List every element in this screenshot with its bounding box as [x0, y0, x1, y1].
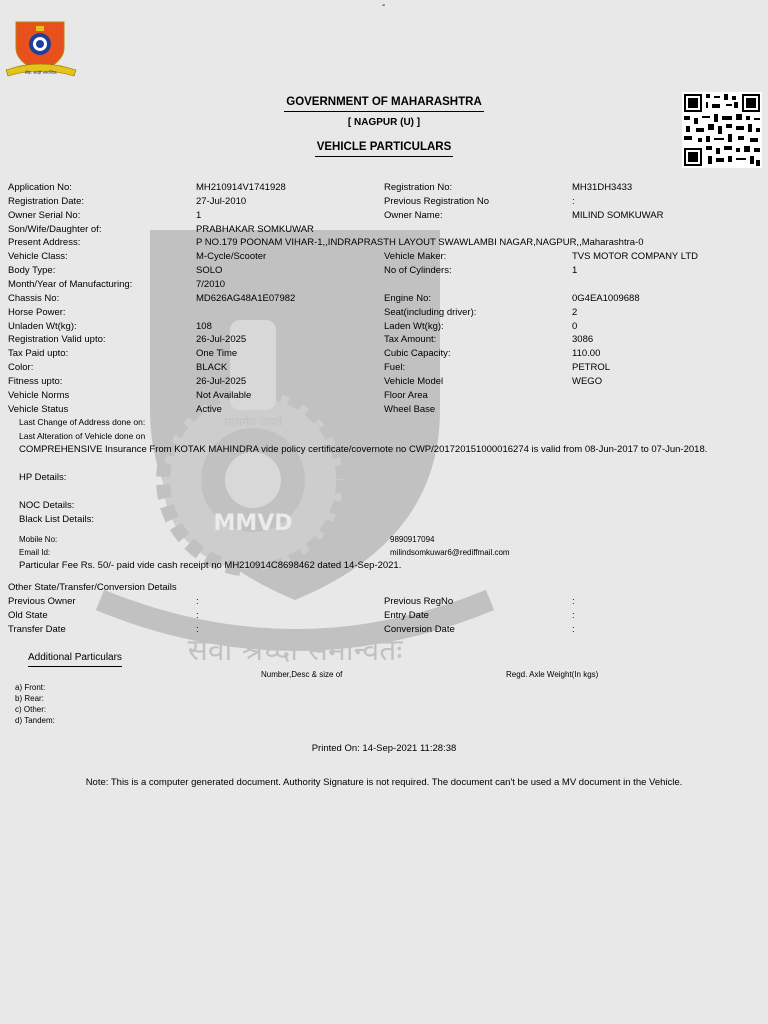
- row-10-value2: 0: [572, 321, 578, 332]
- fee-note: Particular Fee Rs. 50/- paid vide cash receipt no MH210914C8698462 dated 14-Sep-2021.: [19, 560, 402, 571]
- row-1-value: 27-Jul-2010: [196, 196, 247, 207]
- row-8-value: MD626AG48A1E07982: [196, 293, 296, 304]
- row-4-label: Present Address:: [8, 237, 81, 248]
- government-heading: GOVERNMENT OF MAHARASHTRA: [0, 96, 768, 112]
- office-heading: [ NAGPUR (U) ]: [347, 117, 421, 128]
- other-row-1-label: Old State: [8, 610, 48, 621]
- axle-col-number: Number,Desc & size of: [261, 670, 343, 679]
- axle-front: a) Front:: [15, 683, 46, 692]
- row-1-value2: :: [572, 196, 575, 207]
- other-row-1-value: :: [196, 610, 199, 621]
- row-8-value2: 0G4EA1009688: [572, 293, 640, 304]
- row-1-label2: Previous Registration No: [384, 196, 490, 207]
- row-13-label2: Fuel:: [384, 362, 406, 373]
- additional-particulars-heading: Additional Particulars: [28, 652, 122, 667]
- address-change-label: Last Change of Address done on:: [19, 417, 146, 427]
- row-14-label2: Vehicle Model: [384, 376, 444, 387]
- row-15-label: Vehicle Norms: [8, 390, 70, 401]
- mobile-label: Mobile No:: [19, 535, 58, 544]
- watermark-org: MMVD: [213, 511, 293, 536]
- other-row-2-value: :: [196, 624, 199, 635]
- disclaimer-note: Note: This is a computer generated document. Authority Signature is not required. The document can't be used a MV document in the Vehicle.: [85, 777, 683, 788]
- row-2-label2: Owner Name:: [384, 210, 443, 221]
- row-10-label: Unladen Wt(kg):: [8, 321, 77, 332]
- other-row-0-value: :: [196, 596, 199, 607]
- other-row-0-value2: :: [572, 596, 575, 607]
- other-row-0-label: Previous Owner: [8, 596, 76, 607]
- watermark-emblem-text: सत्यमेव जयते: [223, 415, 283, 429]
- row-12-value: One Time: [196, 348, 238, 359]
- row-1-label: Registration Date:: [8, 196, 85, 207]
- row-4-value: P NO.179 POONAM VIHAR-1,,INDRAPRASTH LAYOUT SWAWLAMBI NAGAR,NAGPUR,,Maharashtra-0: [196, 237, 644, 248]
- row-10-label2: Laden Wt(kg):: [384, 321, 444, 332]
- row-7-value: 7/2010: [196, 279, 226, 290]
- blacklist-details-label: Black List Details:: [19, 514, 94, 525]
- noc-details-label: NOC Details:: [19, 500, 75, 511]
- axle-tandem: d) Tandem:: [15, 716, 55, 725]
- row-2-value2: MILIND SOMKUWAR: [572, 210, 664, 221]
- other-row-2-label: Transfer Date: [8, 624, 66, 635]
- row-16-label: Vehicle Status: [8, 404, 69, 415]
- row-6-label: Body Type:: [8, 265, 56, 276]
- row-8-label2: Engine No:: [384, 293, 432, 304]
- hp-details-label: HP Details:: [19, 472, 67, 483]
- axle-other: c) Other:: [15, 705, 47, 714]
- row-7-label: Month/Year of Manufacturing:: [8, 279, 133, 290]
- row-14-value: 26-Jul-2025: [196, 376, 247, 387]
- row-2-label: Owner Serial No:: [8, 210, 81, 221]
- axle-col-weight: Regd. Axle Weight(In kgs): [506, 670, 599, 679]
- other-row-2-label2: Conversion Date: [384, 624, 455, 635]
- email-label: Email Id:: [19, 548, 51, 557]
- row-13-value2: PETROL: [572, 362, 611, 373]
- row-12-value2: 110.00: [572, 348, 601, 359]
- document-title: VEHICLE PARTICULARS: [0, 141, 768, 157]
- row-15-label2: Floor Area: [384, 390, 428, 401]
- row-9-value2: 2: [572, 307, 578, 318]
- row-11-value2: 3086: [572, 334, 594, 345]
- row-3-value: PRABHAKAR SOMKUWAR: [196, 224, 314, 235]
- row-13-label: Color:: [8, 362, 34, 373]
- row-14-label: Fitness upto:: [8, 376, 63, 387]
- row-16-label2: Wheel Base: [384, 404, 436, 415]
- email-value: milindsomkuwar6@rediffmail.com: [390, 548, 510, 557]
- row-8-label: Chassis No:: [8, 293, 60, 304]
- row-5-value2: TVS MOTOR COMPANY LTD: [572, 251, 698, 262]
- row-0-label2: Registration No:: [384, 182, 453, 193]
- insurance-details: COMPREHENSIVE Insurance From KOTAK MAHINDRA vide policy certificate/covernote no CWP/201720151000016274 is valid from 08-Jun-2017 to 07-Jun-2018.: [19, 444, 708, 455]
- row-6-label2: No of Cylinders:: [384, 265, 452, 276]
- row-6-value: SOLO: [196, 265, 223, 276]
- row-2-value: 1: [196, 210, 202, 221]
- other-state-heading: Other State/Transfer/Conversion Details: [8, 582, 177, 593]
- row-16-value: Active: [196, 404, 222, 415]
- row-12-label2: Cubic Capacity:: [384, 348, 451, 359]
- watermark-motto: सेवा श्रध्दा समन्वितः: [187, 633, 403, 668]
- row-12-label: Tax Paid upto:: [8, 348, 69, 359]
- logo-motto: सेवा श्रध्दा समन्वितः: [24, 71, 58, 76]
- axle-rear: b) Rear:: [15, 694, 44, 703]
- other-row-2-value2: :: [572, 624, 575, 635]
- row-0-value: MH210914V1741928: [196, 182, 286, 193]
- row-11-value: 26-Jul-2025: [196, 334, 247, 345]
- row-0-label: Application No:: [8, 182, 72, 193]
- alteration-label: Last Alteration of Vehicle done on: [19, 431, 146, 441]
- row-15-value: Not Available: [196, 390, 252, 401]
- row-13-value: BLACK: [196, 362, 228, 373]
- row-6-value2: 1: [572, 265, 578, 276]
- row-11-label: Registration Valid upto:: [8, 334, 106, 345]
- row-5-label2: Vehicle Maker:: [384, 251, 447, 262]
- row-3-label: Son/Wife/Daughter of:: [8, 224, 102, 235]
- other-row-1-label2: Entry Date: [384, 610, 429, 621]
- row-10-value: 108: [196, 321, 212, 332]
- printed-on: Printed On: 14-Sep-2021 11:28:38: [311, 743, 457, 754]
- row-5-label: Vehicle Class:: [8, 251, 68, 262]
- maharashtra-police-logo: [4, 18, 78, 82]
- row-14-value2: WEGO: [572, 376, 603, 387]
- other-row-0-label2: Previous RegNo: [384, 596, 454, 607]
- row-9-label2: Seat(including driver):: [384, 307, 477, 318]
- other-row-1-value2: :: [572, 610, 575, 621]
- row-9-label: Horse Power:: [8, 307, 66, 318]
- row-11-label2: Tax Amount:: [384, 334, 437, 345]
- mobile-value: 9890917094: [390, 535, 435, 544]
- row-5-value: M-Cycle/Scooter: [196, 251, 267, 262]
- row-0-value2: MH31DH3433: [572, 182, 633, 193]
- top-mark: -: [382, 0, 386, 11]
